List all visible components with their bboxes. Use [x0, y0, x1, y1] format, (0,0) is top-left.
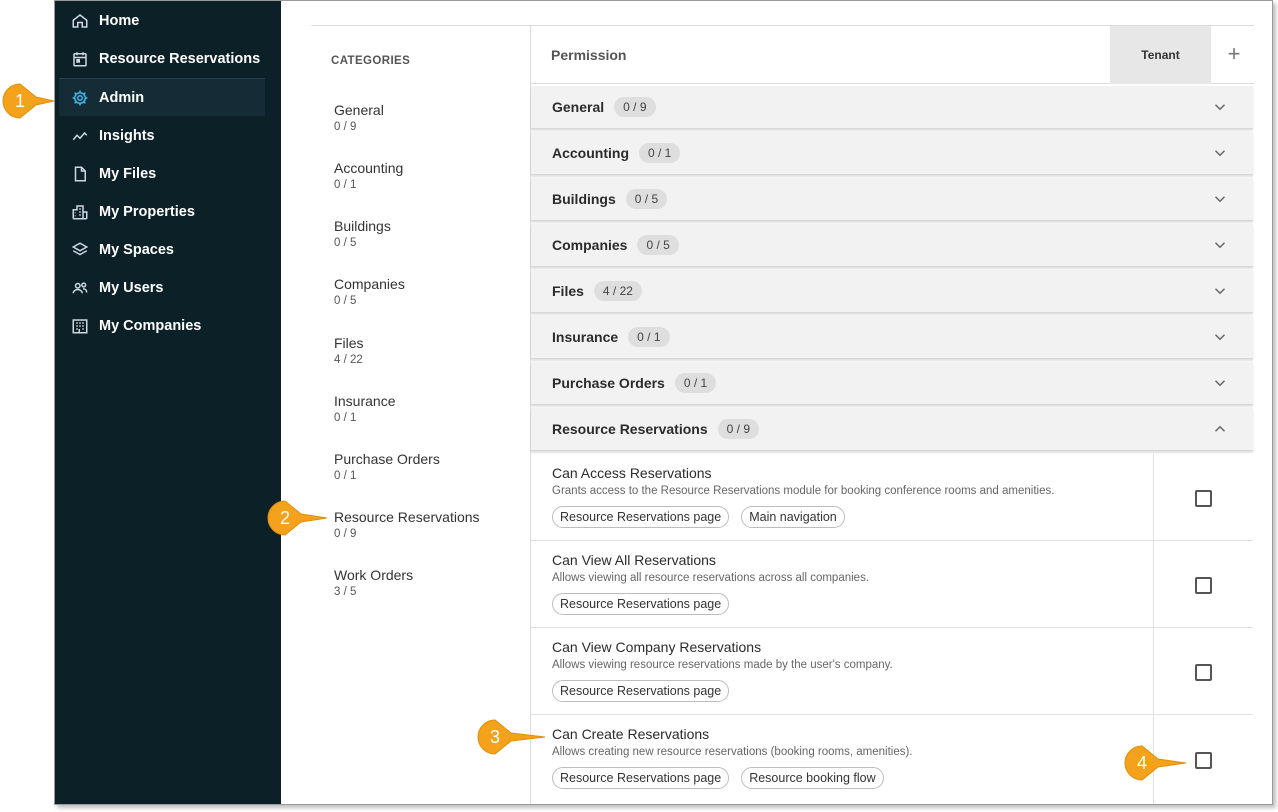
callout-4 [1124, 745, 1174, 781]
cell-divider [1153, 541, 1154, 628]
permission-row [531, 541, 1253, 628]
file-icon [71, 165, 89, 183]
chevron-down-icon [1211, 98, 1229, 116]
group-title: Purchase Orders [552, 375, 665, 391]
group-general[interactable] [531, 86, 1253, 129]
categories-title: CATEGORIES [331, 55, 411, 67]
category-count: 0 / 9 [334, 528, 357, 540]
group-purchase-orders[interactable] [531, 362, 1253, 405]
tenant-permission-checkbox[interactable] [1195, 752, 1212, 769]
sidebar-item-admin[interactable] [59, 79, 265, 116]
permission-header [531, 26, 1254, 84]
category-count: 0 / 1 [334, 179, 357, 191]
app-window [54, 0, 1273, 805]
calendar-icon [71, 50, 89, 68]
permission-tag: Resource Reservations page [552, 767, 729, 789]
permission-description: Allows viewing resource reservations made by the user's company. [552, 659, 893, 671]
group-count-badge: 4 / 22 [594, 281, 642, 301]
category-general[interactable] [334, 102, 384, 133]
callout-2 [267, 500, 317, 536]
category-work-orders[interactable] [334, 567, 413, 598]
category-count: 0 / 5 [334, 237, 357, 249]
cell-divider [1153, 454, 1154, 541]
group-resource-reservations[interactable] [531, 408, 1253, 451]
group-count-badge: 0 / 1 [675, 373, 716, 393]
home-icon [71, 12, 89, 30]
sidebar-item-label: My Properties [99, 203, 195, 220]
category-insurance[interactable] [334, 393, 395, 424]
sidebar-item-label: Resource Reservations [99, 50, 261, 67]
sidebar-item-label: Insights [99, 127, 155, 144]
category-count: 4 / 22 [334, 354, 363, 366]
category-name: Buildings [334, 218, 391, 234]
sidebar-item-my-spaces[interactable] [59, 231, 265, 268]
sidebar [55, 1, 281, 805]
category-count: 0 / 5 [334, 295, 357, 307]
category-name: Resource Reservations [334, 509, 480, 525]
sidebar-item-label: My Spaces [99, 241, 174, 258]
tenant-permission-checkbox[interactable] [1195, 664, 1212, 681]
group-title: Insurance [552, 329, 619, 345]
group-count-badge: 0 / 5 [637, 235, 678, 255]
group-buildings[interactable] [531, 178, 1253, 221]
category-count: 0 / 1 [334, 412, 357, 424]
chevron-down-icon [1211, 328, 1229, 346]
category-accounting[interactable] [334, 160, 403, 191]
sidebar-item-my-users[interactable] [59, 269, 265, 306]
category-purchase-orders[interactable] [334, 451, 440, 482]
callout-3 [477, 719, 527, 755]
sidebar-item-label: My Users [99, 279, 164, 296]
group-count-badge: 0 / 5 [626, 189, 667, 209]
chevron-down-icon [1211, 144, 1229, 162]
permission-tag: Resource booking flow [741, 767, 883, 789]
column-tenant[interactable]: Tenant [1110, 26, 1211, 84]
group-files[interactable] [531, 270, 1253, 313]
permission-header-label: Permission [551, 47, 627, 63]
group-title: Accounting [552, 145, 629, 161]
category-name: Insurance [334, 393, 396, 409]
group-title: Files [552, 283, 584, 299]
sidebar-item-label: My Files [99, 165, 157, 182]
callout-number: 2 [279, 507, 290, 528]
callout-1 [2, 83, 52, 119]
category-count: 3 / 5 [334, 586, 357, 598]
permission-name: Can Create Reservations [552, 726, 710, 742]
chevron-down-icon [1211, 236, 1229, 254]
permission-description: Grants access to the Resource Reservations module for booking conference rooms and amenities. [552, 485, 1055, 497]
layers-icon [71, 241, 89, 259]
callout-number: 4 [1136, 752, 1147, 773]
sidebar-item-my-files[interactable] [59, 155, 265, 192]
permission-tag: Resource Reservations page [552, 680, 729, 702]
permission-description: Allows creating new resource reservations (booking rooms, amenities). [552, 746, 913, 758]
tenant-permission-checkbox[interactable] [1195, 490, 1212, 507]
category-files[interactable] [334, 335, 364, 366]
category-buildings[interactable] [334, 218, 391, 249]
sidebar-item-resource-reservations[interactable] [59, 40, 265, 77]
permission-tag: Resource Reservations page [552, 506, 729, 528]
group-title: Buildings [552, 191, 616, 207]
group-accounting[interactable] [531, 132, 1253, 175]
category-resource-reservations[interactable] [334, 509, 480, 540]
group-title: General [552, 99, 605, 115]
sidebar-item-insights[interactable] [59, 117, 265, 154]
sidebar-item-home[interactable] [59, 2, 265, 39]
category-name: General [334, 102, 384, 118]
callout-number: 3 [489, 726, 500, 747]
chevron-down-icon [1211, 190, 1229, 208]
companies-icon [71, 317, 89, 335]
category-name: Work Orders [334, 567, 414, 583]
permission-tag: Resource Reservations page [552, 593, 729, 615]
tenant-permission-checkbox[interactable] [1195, 577, 1212, 594]
category-name: Accounting [334, 160, 404, 176]
permission-name: Can View All Reservations [552, 552, 716, 568]
group-title: Companies [552, 237, 628, 253]
permission-name: Can Access Reservations [552, 465, 712, 481]
permission-row [531, 454, 1253, 541]
group-insurance[interactable] [531, 316, 1253, 359]
chevron-down-icon [1211, 282, 1229, 300]
category-name: Companies [334, 276, 405, 292]
category-count: 0 / 1 [334, 470, 357, 482]
sidebar-item-my-properties[interactable] [59, 193, 265, 230]
group-count-badge: 0 / 1 [639, 143, 680, 163]
group-count-badge: 0 / 9 [718, 419, 759, 439]
permission-description: Allows viewing all resource reservations across all companies. [552, 572, 870, 584]
gear-icon [71, 89, 89, 107]
category-name: Purchase Orders [334, 451, 440, 467]
chevron-up-icon [1211, 420, 1229, 438]
callout-number: 1 [14, 90, 25, 111]
category-name: Files [334, 335, 364, 351]
trend-icon [71, 127, 89, 145]
chevron-down-icon [1211, 374, 1229, 392]
category-companies[interactable] [334, 276, 405, 307]
permission-name: Can View Company Reservations [552, 639, 762, 655]
add-column-button[interactable]: + [1227, 41, 1241, 66]
sidebar-item-label: Admin [99, 89, 145, 106]
permission-row [531, 628, 1253, 715]
cell-divider [1153, 628, 1154, 715]
permission-tag: Main navigation [741, 506, 845, 528]
users-icon [71, 279, 89, 297]
sidebar-item-my-companies[interactable] [59, 307, 265, 344]
group-count-badge: 0 / 1 [628, 327, 669, 347]
group-count-badge: 0 / 9 [614, 97, 655, 117]
group-title: Resource Reservations [552, 421, 708, 437]
sidebar-item-label: Home [99, 12, 140, 29]
sidebar-item-label: My Companies [99, 317, 202, 334]
building-icon [71, 203, 89, 221]
group-companies[interactable] [531, 224, 1253, 267]
category-count: 0 / 9 [334, 121, 357, 133]
